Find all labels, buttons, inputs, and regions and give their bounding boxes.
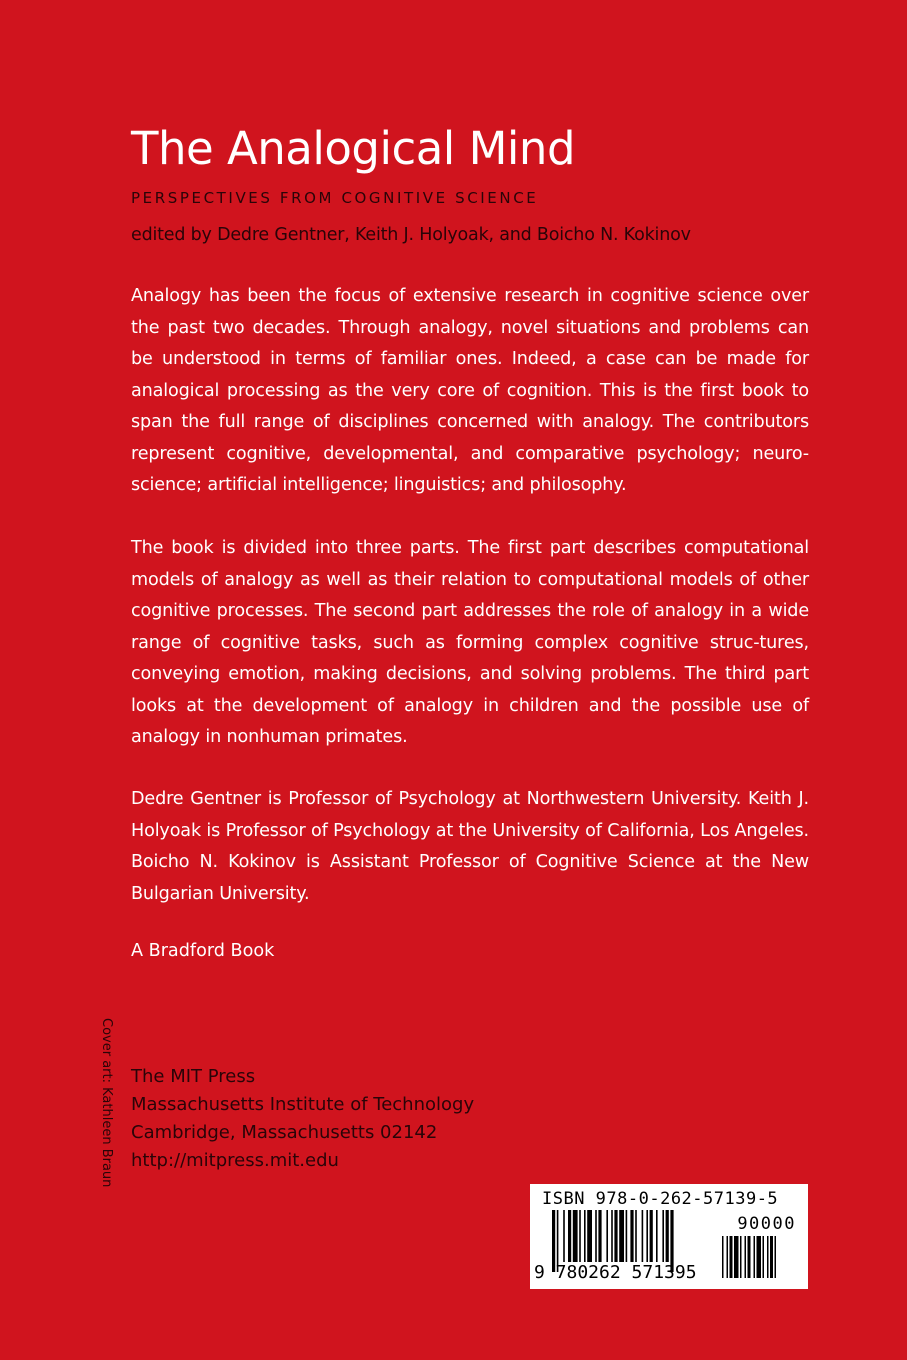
book-subtitle: PERSPECTIVES FROM COGNITIVE SCIENCE (131, 189, 539, 207)
barcode-bar (666, 1210, 669, 1262)
publisher-url: http://mitpress.mit.edu (131, 1150, 339, 1171)
barcode-bar (656, 1210, 658, 1262)
ean-digits: 9 780262 571395 (534, 1262, 697, 1283)
barcode-bar (614, 1210, 617, 1262)
cover-art-credit: Cover art: Kathleen Braun (99, 1018, 114, 1188)
isbn-barcode (530, 1184, 808, 1289)
barcode-bar (568, 1210, 571, 1262)
barcode-bar (606, 1210, 608, 1262)
barcode-bar (662, 1210, 664, 1262)
barcode-bar (619, 1210, 624, 1262)
publisher-name: The MIT Press (131, 1066, 256, 1087)
addon-bar (745, 1236, 747, 1278)
barcode-bar (587, 1210, 592, 1262)
contents-paragraph: The book is divided into three parts. The first part describes computational models of analogy as well as their relation to computational models of other cognitive processes. The second part addresses the role of analogy in a wide range of cognitive tasks, such as forming complex cognitive struc-tures, conveying emotion, making decisions, and solving problems. The third part looks at the development of analogy in children and the possible use of analogy in nonhuman primates. (131, 538, 809, 747)
addon-bar (748, 1236, 751, 1278)
barcode-bar (595, 1210, 597, 1262)
addon-bar (775, 1236, 777, 1278)
isbn-number: ISBN 978-0-262-57139-5 (542, 1189, 779, 1209)
book-title: The Analogical Mind (131, 122, 576, 175)
addon-bar (767, 1236, 769, 1278)
barcode-bar (611, 1210, 613, 1262)
editors-line: edited by Dedre Gentner, Keith J. Holyoak, and Boicho N. Kokinov (131, 225, 691, 245)
addon-bar (722, 1236, 724, 1278)
barcode-bar (573, 1210, 578, 1262)
addon-bar (763, 1236, 765, 1278)
price-code: 90000 (737, 1214, 796, 1234)
addon-bar (770, 1236, 773, 1278)
description-paragraph: Analogy has been the focus of extensive research in cognitive science over the past two decades. Through analogy, novel situations and problems can be understood in terms of familiar ones. Indeed, a case can be made for analogical processing as the very core of cognition. This is the first book to span the full range of disciplines concerned with analogy. The contributors represent cognitive, developmental, and comparative psychology; neuro-science; artificial intelligence; linguistics; and philosophy. (131, 286, 809, 495)
addon-bar (757, 1236, 762, 1278)
barcode-bar (563, 1210, 565, 1262)
author-bio-paragraph: Dedre Gentner is Professor of Psychology at Northwestern University. Keith J. Holyoak is Professor of Psychology at the University of California, Los Angeles. Boicho N. Kokinov is Assistant Professor of Cognitive Science at the New Bulgarian University. (131, 789, 809, 904)
addon-bar (754, 1236, 756, 1278)
addon-bar (734, 1236, 739, 1278)
barcode-bar (579, 1210, 581, 1262)
barcode-bar (598, 1210, 601, 1262)
imprint-label: A Bradford Book (131, 941, 275, 961)
barcode-bar (635, 1210, 637, 1262)
barcode-bar (626, 1210, 628, 1262)
addon-bar (730, 1236, 733, 1278)
addon-bar (740, 1236, 742, 1278)
addon-bar (727, 1236, 729, 1278)
barcode-bar (646, 1210, 648, 1262)
barcode-bar (650, 1210, 653, 1262)
publisher-address: Cambridge, Massachusetts 02142 (131, 1122, 438, 1143)
publisher-institution: Massachusetts Institute of Technology (131, 1094, 475, 1115)
barcode-bar (642, 1210, 644, 1262)
barcode-bar (584, 1210, 586, 1262)
publisher-block (131, 1063, 474, 1175)
barcode-bar (630, 1210, 633, 1262)
